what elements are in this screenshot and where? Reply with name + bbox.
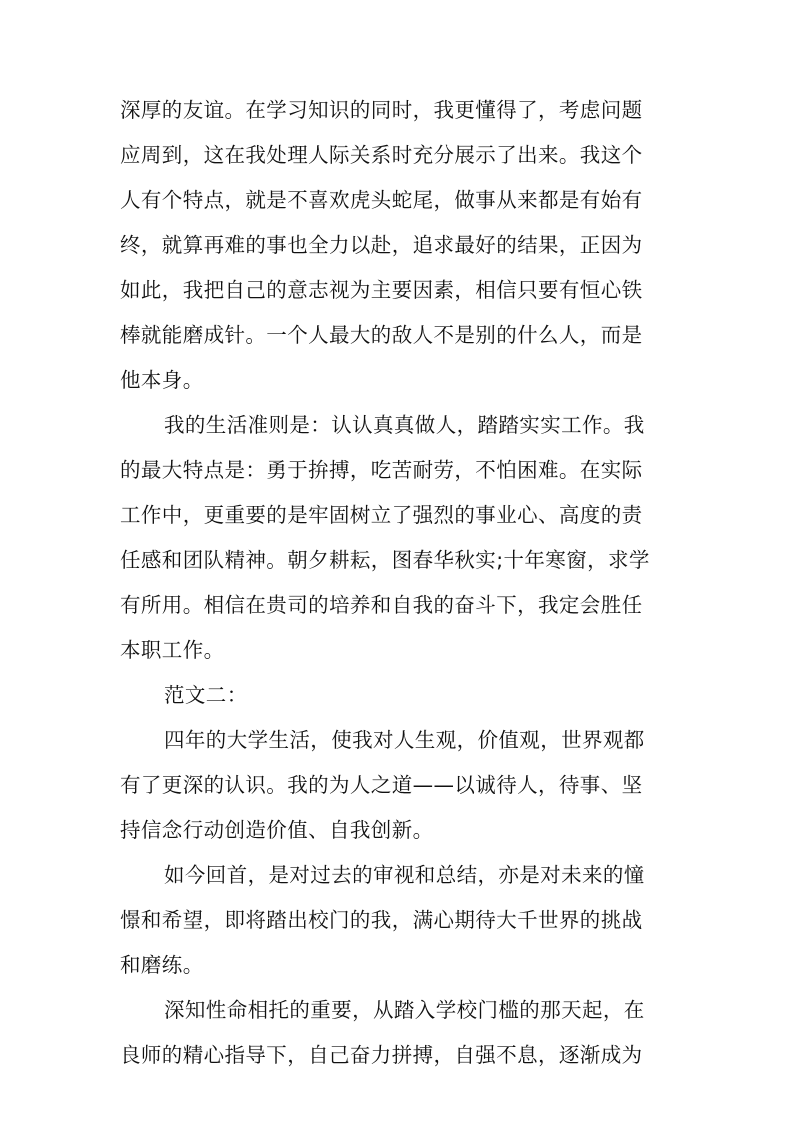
text-line: 的最大特点是：勇于拚搏，吃苦耐劳，不怕困难。在实际 (120, 458, 643, 482)
text-line: 憬和希望，即将踏出校门的我，满心期待大千世界的挑战 (120, 908, 643, 932)
text-line: 应周到，这在我处理人际关系时充分展示了出来。我这个 (120, 143, 643, 167)
text-line: 人有个特点，就是不喜欢虎头蛇尾，做事从来都是有始有 (120, 188, 643, 212)
paragraph-start-line: 四年的大学生活，使我对人生观，价值观，世界观都 (164, 728, 645, 752)
text-line: 良师的精心指导下，自己奋力拼搏，自强不息，逐渐成为 (120, 1043, 643, 1067)
text-line: 工作中，更重要的是牢固树立了强烈的事业心、高度的责 (120, 503, 643, 527)
text-line: 有了更深的认识。我的为人之道——以诚待人，待事、坚 (120, 773, 643, 797)
text-line: 有所用。相信在贵司的培养和自我的奋斗下，我定会胜任 (120, 593, 643, 617)
text-line: 本职工作。 (120, 638, 225, 662)
text-line: 持信念行动创造价值、自我创新。 (120, 818, 434, 842)
text-line: 任感和团队精神。朝夕耕耘，图春华秋实;十年寒窗，求学 (120, 548, 650, 572)
paragraph-start-line: 我的生活准则是：认认真真做人，踏踏实实工作。我 (164, 413, 645, 437)
text-line: 他本身。 (120, 368, 204, 392)
document-body (120, 88, 680, 1078)
text-line: 和磨练。 (120, 953, 204, 977)
text-line: 棒就能磨成针。一个人最大的敌人不是别的什么人，而是 (120, 323, 643, 347)
text-line: 终，就算再难的事也全力以赴，追求最好的结果，正因为 (120, 233, 643, 257)
text-line: 如此，我把自己的意志视为主要因素，相信只要有恒心铁 (120, 278, 643, 302)
paragraph-start-line: 如今回首，是对过去的审视和总结，亦是对未来的憧 (164, 863, 645, 887)
text-line: 深厚的友谊。在学习知识的同时，我更懂得了，考虑问题 (120, 98, 643, 122)
section-heading: 范文二： (164, 683, 248, 707)
paragraph-start-line: 深知性命相托的重要，从踏入学校门槛的那天起，在 (164, 998, 645, 1022)
